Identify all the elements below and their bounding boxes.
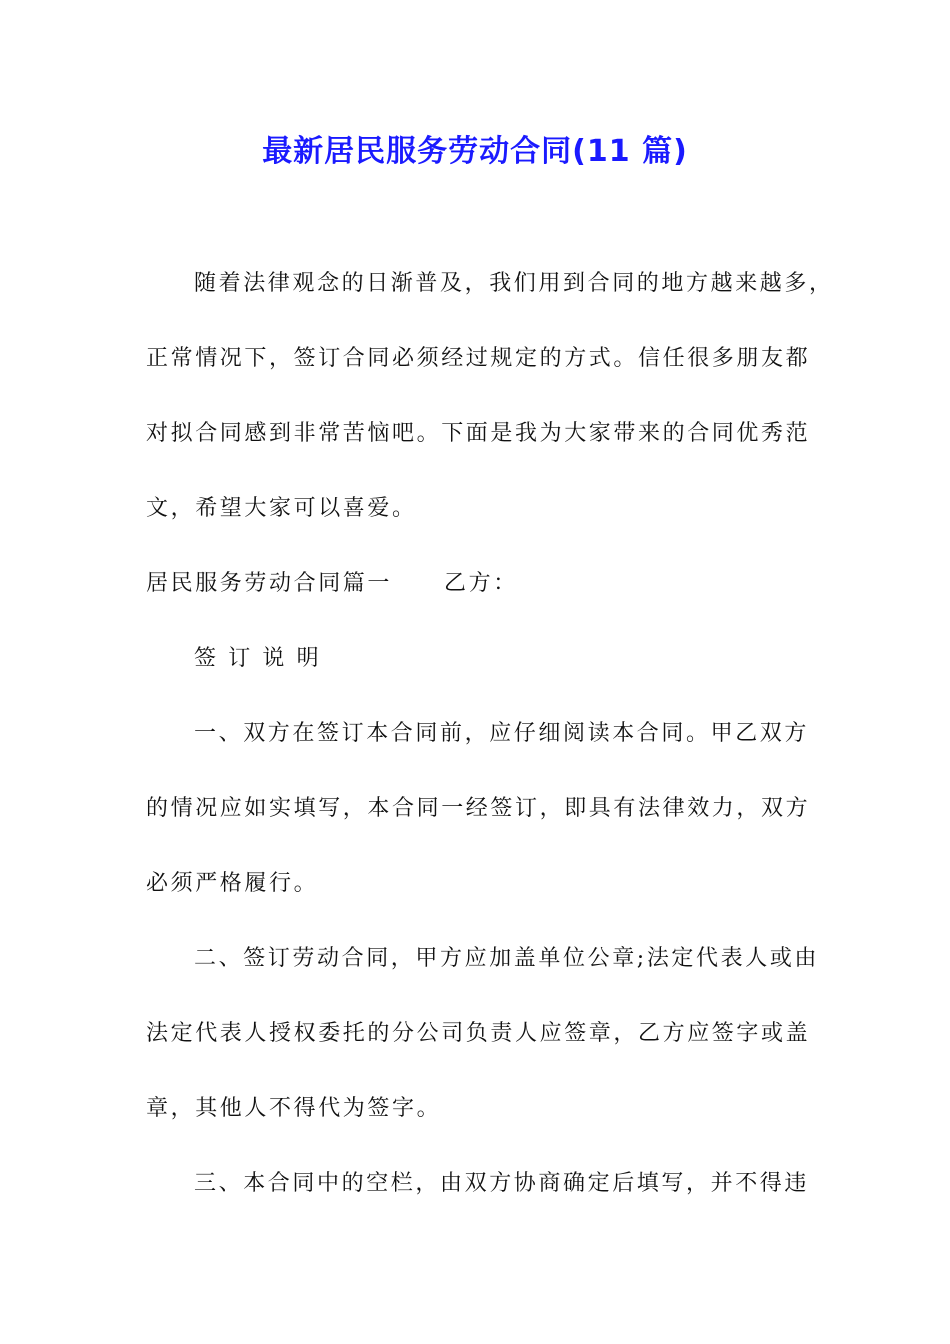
paragraph-line: 对拟合同感到非常苦恼吧。下面是我为大家带来的合同优秀范 bbox=[146, 421, 811, 446]
paragraph-line: 正常情况下，签订合同必须经过规定的方式。信任很多朋友都 bbox=[146, 346, 811, 371]
paragraph-line: 章，其他人不得代为签字。 bbox=[146, 1096, 442, 1121]
section-heading-title: 居民服务劳动合同篇一 bbox=[146, 571, 393, 596]
section-heading bbox=[146, 566, 810, 602]
paragraph-line: 的情况应如实填写，本合同一经签订，即具有法律效力，双方 bbox=[146, 796, 811, 821]
paragraph-line: 二、签订劳动合同，甲方应加盖单位公章;法定代表人或由 bbox=[194, 946, 820, 971]
paragraph-line: 文，希望大家可以喜爱。 bbox=[146, 496, 417, 521]
paragraph-line: 随着法律观念的日渐普及，我们用到合同的地方越来越多， bbox=[194, 271, 834, 296]
paragraph-line: 必须严格履行。 bbox=[146, 871, 319, 896]
party-b-label: 乙方： bbox=[444, 571, 518, 596]
paragraph-line: 一、双方在签订本合同前，应仔细阅读本合同。甲乙双方 bbox=[194, 721, 810, 746]
subheading: 签 订 说 明 bbox=[194, 646, 322, 671]
document-title: 最新居民服务劳动合同(11 篇) bbox=[262, 134, 688, 169]
paragraph-line: 三、本合同中的空栏，由双方协商确定后填写，并不得违 bbox=[194, 1171, 810, 1196]
paragraph-line: 法定代表人授权委托的分公司负责人应签章，乙方应签字或盖 bbox=[146, 1021, 811, 1046]
